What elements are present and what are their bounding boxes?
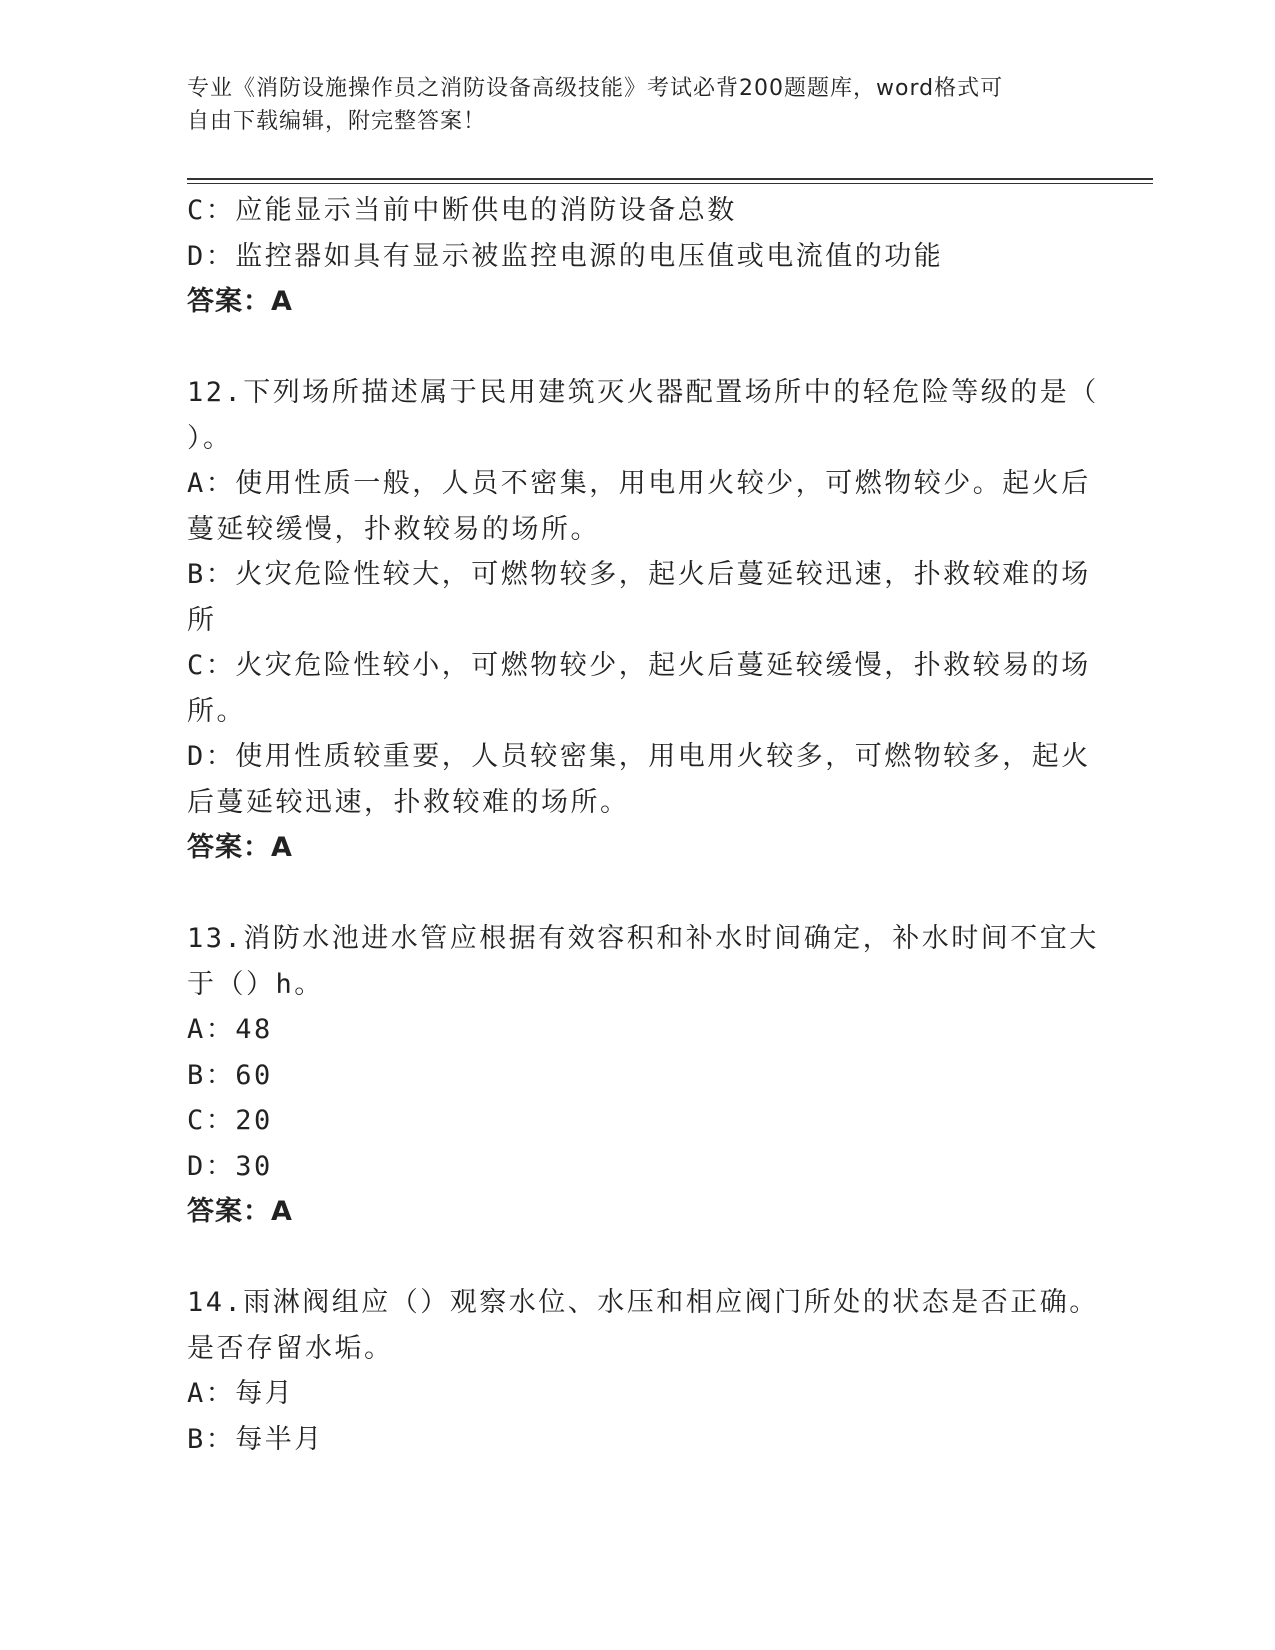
header-line-1: 专业《消防设施操作员之消防设备高级技能》考试必背200题题库，word格式可: [187, 76, 1004, 101]
question-stem-cont: ）。: [187, 422, 233, 454]
question-11-tail: [187, 188, 1087, 325]
option-a: A：使用性质一般，人员不密集，用电用火较少，可燃物较少。起火后: [187, 468, 1091, 499]
option-c: C：20: [187, 1105, 273, 1136]
spacer: [187, 1235, 1087, 1281]
question-14: [187, 1280, 1099, 1462]
option-d: D：监控器如具有显示被监控电源的电压值或电流值的功能: [187, 240, 944, 272]
question-stem: 13.消防水池进水管应根据有效容积和补水时间确定，补水时间不宜大: [187, 923, 1099, 954]
option-d-cont: 后蔓延较迅速，扑救较难的场所。: [187, 786, 630, 818]
option-c: C：火灾危险性较小，可燃物较少，起火后蔓延较缓慢，扑救较易的场: [187, 650, 1091, 681]
header-line-2: 自由下载编辑，附完整答案！: [187, 109, 487, 134]
header-divider-thin: [187, 183, 1153, 184]
question-stem: 12.下列场所描述属于民用建筑灭火器配置场所中的轻危险等级的是（: [187, 377, 1099, 408]
question-12: [187, 370, 1099, 871]
question-13: [187, 916, 1099, 1235]
option-d: D：30: [187, 1150, 273, 1182]
question-stem: 14.雨淋阀组应（）观察水位、水压和相应阀门所处的状态是否正确。: [187, 1287, 1099, 1318]
header-divider-thick: [187, 178, 1153, 180]
answer: 答案：A: [187, 832, 293, 863]
option-a: A：48: [187, 1014, 273, 1045]
option-a-cont: 蔓延较缓慢，扑救较易的场所。: [187, 513, 600, 545]
option-c-cont: 所。: [187, 695, 246, 727]
option-b-cont: 所: [187, 604, 217, 636]
option-a: A：每月: [187, 1378, 295, 1409]
option-d: D：使用性质较重要，人员较密集，用电用火较多，可燃物较多，起火: [187, 741, 1091, 772]
question-content: [187, 188, 1099, 1462]
option-b: B：60: [187, 1059, 273, 1091]
question-stem-cont: 是否存留水垢。: [187, 1332, 394, 1364]
answer: 答案：A: [187, 286, 293, 317]
question-stem-cont: 于（）h。: [187, 968, 324, 1000]
document-header: [187, 72, 1067, 138]
spacer: [187, 871, 1087, 917]
answer: 答案：A: [187, 1196, 293, 1227]
option-b: B：每半月: [187, 1423, 324, 1455]
spacer: [187, 325, 1087, 371]
option-c: C：应能显示当前中断供电的消防设备总数: [187, 195, 737, 226]
option-b: B：火灾危险性较大，可燃物较多，起火后蔓延较迅速，扑救较难的场: [187, 559, 1091, 590]
